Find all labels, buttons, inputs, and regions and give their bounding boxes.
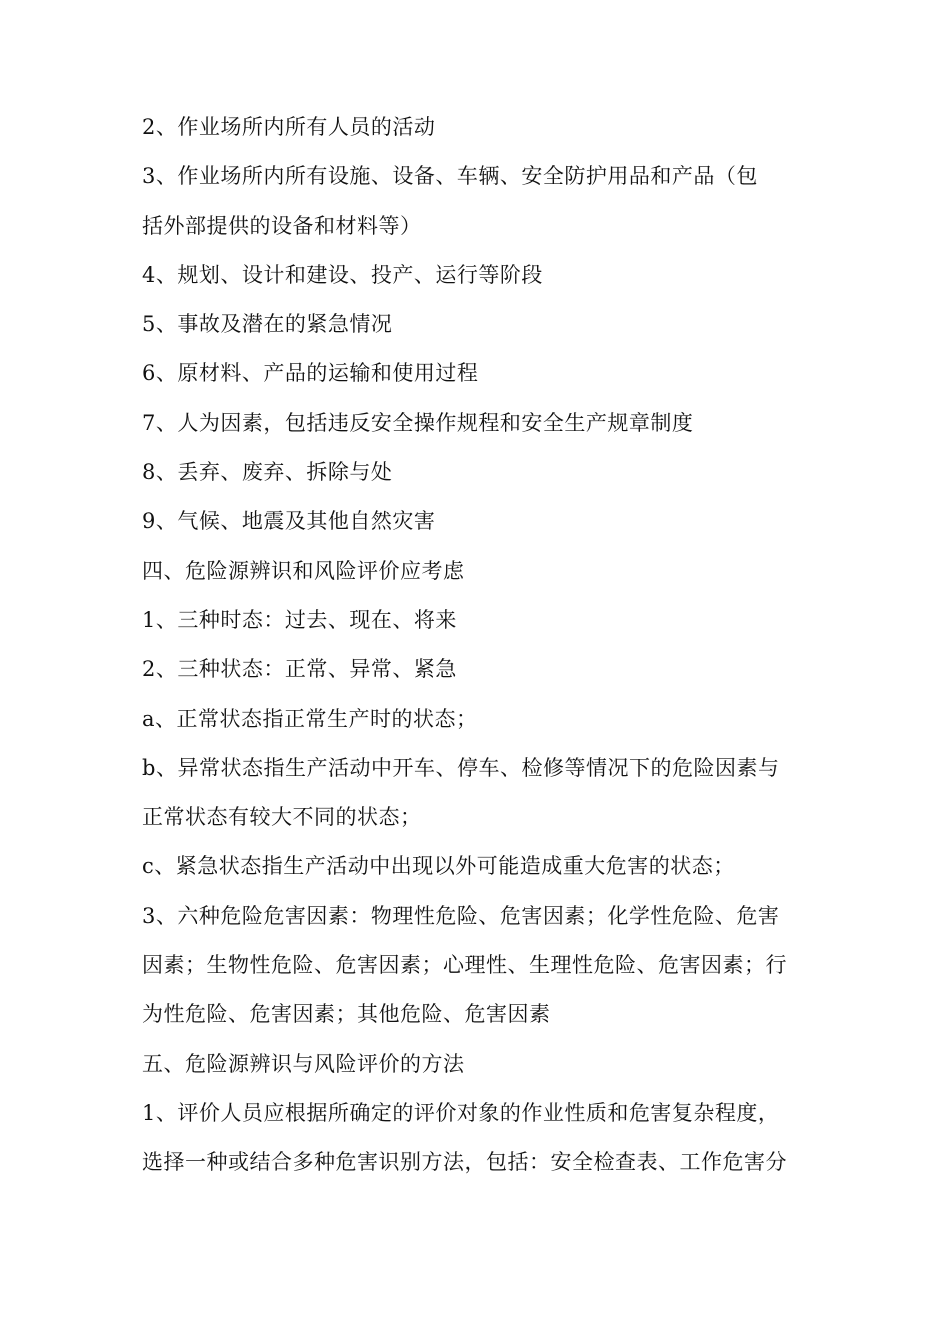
text-line: 选择一种或结合多种危害识别方法，包括：安全检查表、工作危害分 bbox=[142, 1150, 787, 1175]
text-line: 为性危险、危害因素；其他危险、危害因素 bbox=[142, 1002, 551, 1027]
text-line: 5、事故及潜在的紧急情况 bbox=[142, 312, 393, 337]
text-line: 3、六种危险危害因素：物理性危险、危害因素；化学性危险、危害 bbox=[142, 903, 780, 928]
text-line: 2、三种状态：正常、异常、紧急 bbox=[142, 657, 457, 682]
text-line: 6、原材料、产品的运输和使用过程 bbox=[142, 361, 479, 386]
text-line: 1、评价人员应根据所确定的评价对象的作业性质和危害复杂程度， bbox=[142, 1100, 780, 1125]
text-line: 1、三种时态：过去、现在、将来 bbox=[142, 607, 457, 632]
text-line: 3、作业场所内所有设施、设备、车辆、安全防护用品和产品（包 bbox=[142, 164, 758, 189]
text-line: c、紧急状态指生产活动中出现以外可能造成重大危害的状态； bbox=[142, 854, 735, 879]
document-body bbox=[142, 103, 818, 1188]
text-line: b、异常状态指生产活动中开车、停车、检修等情况下的危险因素与 bbox=[142, 755, 780, 780]
text-line: a、正常状态指正常生产时的状态； bbox=[142, 706, 478, 731]
text-line: 2、作业场所内所有人员的活动 bbox=[142, 115, 436, 139]
text-line: 因素；生物性危险、危害因素；心理性、生理性危险、危害因素；行 bbox=[142, 953, 787, 978]
text-line: 正常状态有较大不同的状态； bbox=[142, 805, 422, 830]
section-heading: 五、危险源辨识与风险评价的方法 bbox=[142, 1051, 465, 1076]
text-line: 9、气候、地震及其他自然灾害 bbox=[142, 509, 436, 534]
text-line: 括外部提供的设备和材料等） bbox=[142, 213, 422, 238]
text-line: 4、规划、设计和建设、投产、运行等阶段 bbox=[142, 262, 543, 287]
text-line: 7、人为因素，包括违反安全操作规程和安全生产规章制度 bbox=[142, 410, 694, 435]
section-heading: 四、危险源辨识和风险评价应考虑 bbox=[142, 558, 465, 583]
text-line: 8、丢弃、废弃、拆除与处 bbox=[142, 460, 393, 485]
